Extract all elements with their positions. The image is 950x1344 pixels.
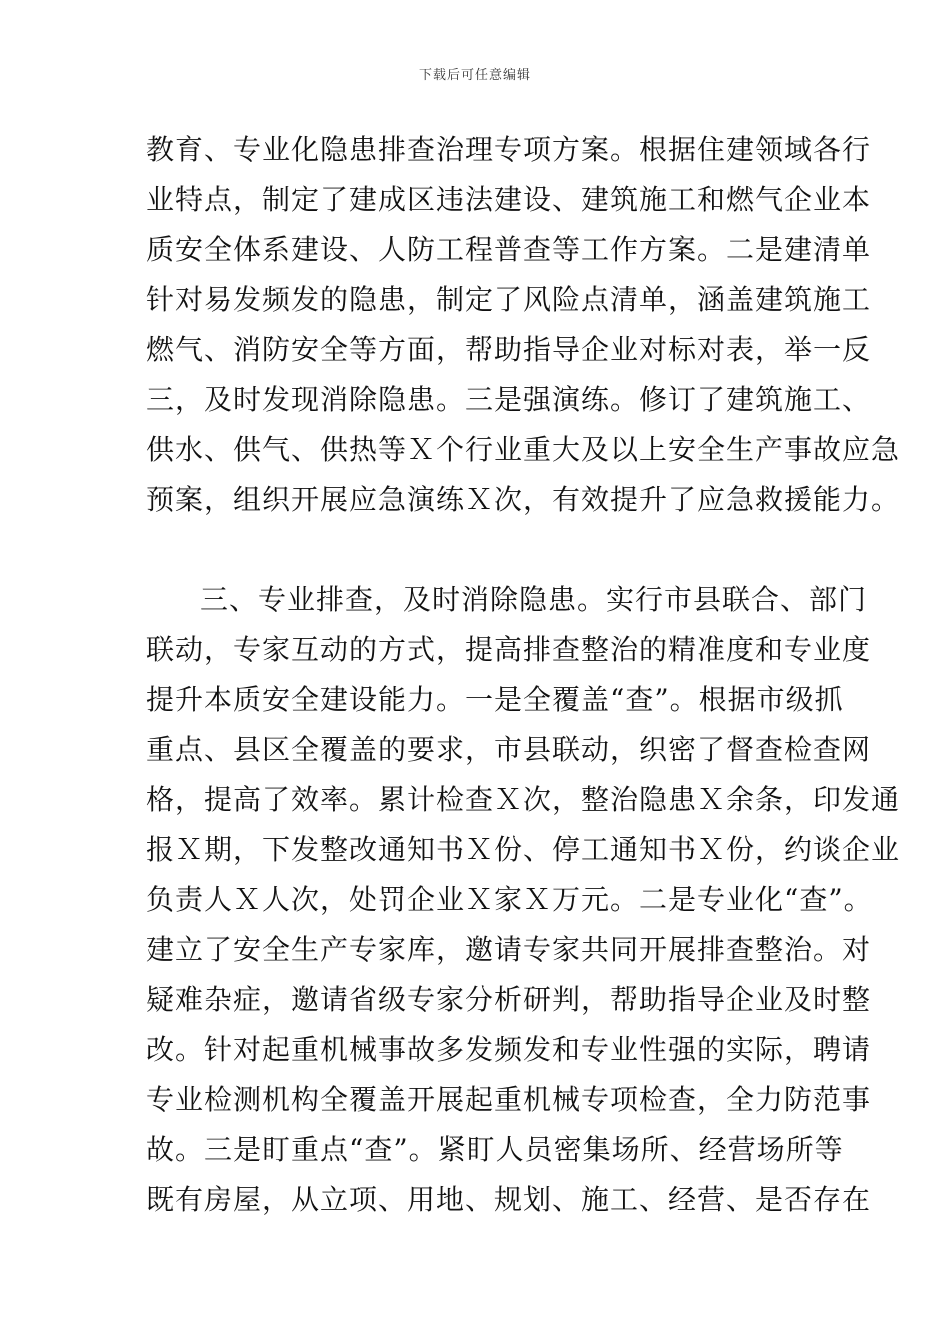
text-line: 建立了安全生产专家库，邀请专家共同开展排查整治。对 [146, 933, 872, 966]
text-line: 故。三是盯重点“查”。紧盯人员密集场所、经营场所等 [146, 1133, 844, 1166]
text-line: 专业检测机构全覆盖开展起重机械专项检查，全力防范事 [146, 1083, 872, 1116]
text-line: 燃气、消防安全等方面，帮助指导企业对标对表，举一反 [146, 333, 872, 366]
text-line: 联动，专家互动的方式，提高排查整治的精准度和专业度 [146, 633, 872, 666]
text-line: 负责人Ｘ人次，处罚企业Ｘ家Ｘ万元。二是专业化“查”。 [146, 883, 873, 916]
text-line: 报Ｘ期，下发整改通知书Ｘ份、停工通知书Ｘ份，约谈企业 [146, 833, 901, 866]
text-line: 三，及时发现消除隐患。三是强演练。修订了建筑施工、 [146, 383, 872, 416]
text-line: 质安全体系建设、人防工程普查等工作方案。二是建清单 [146, 233, 872, 266]
text-line: 业特点，制定了建成区违法建设、建筑施工和燃气企业本 [146, 183, 872, 216]
text-line: 教育、专业化隐患排查治理专项方案。根据住建领域各行 [146, 133, 872, 166]
section-heading-line: 三、专业排查，及时消除隐患。实行市县联合、部门 [200, 583, 868, 616]
text-line: 改。针对起重机械事故多发频发和专业性强的实际，聘请 [146, 1033, 872, 1066]
text-line: 供水、供气、供热等Ｘ个行业重大及以上安全生产事故应急 [146, 433, 901, 466]
text-line: 既有房屋，从立项、用地、规划、施工、经营、是否存在 [146, 1183, 872, 1216]
text-line: 提升本质安全建设能力。一是全覆盖“查”。根据市级抓 [146, 683, 844, 716]
text-line: 疑难杂症，邀请省级专家分析研判，帮助指导企业及时整 [146, 983, 872, 1016]
page-header-note: 下载后可任意编辑 [418, 68, 531, 83]
text-line: 针对易发频发的隐患，制定了风险点清单，涵盖建筑施工 [146, 283, 872, 316]
text-line: 重点、县区全覆盖的要求，市县联动，织密了督查检查网 [146, 733, 872, 766]
text-line: 预案，组织开展应急演练Ｘ次，有效提升了应急救援能力。 [146, 483, 901, 516]
text-line: 格，提高了效率。累计检查Ｘ次，整治隐患Ｘ余条，印发通 [146, 783, 901, 816]
